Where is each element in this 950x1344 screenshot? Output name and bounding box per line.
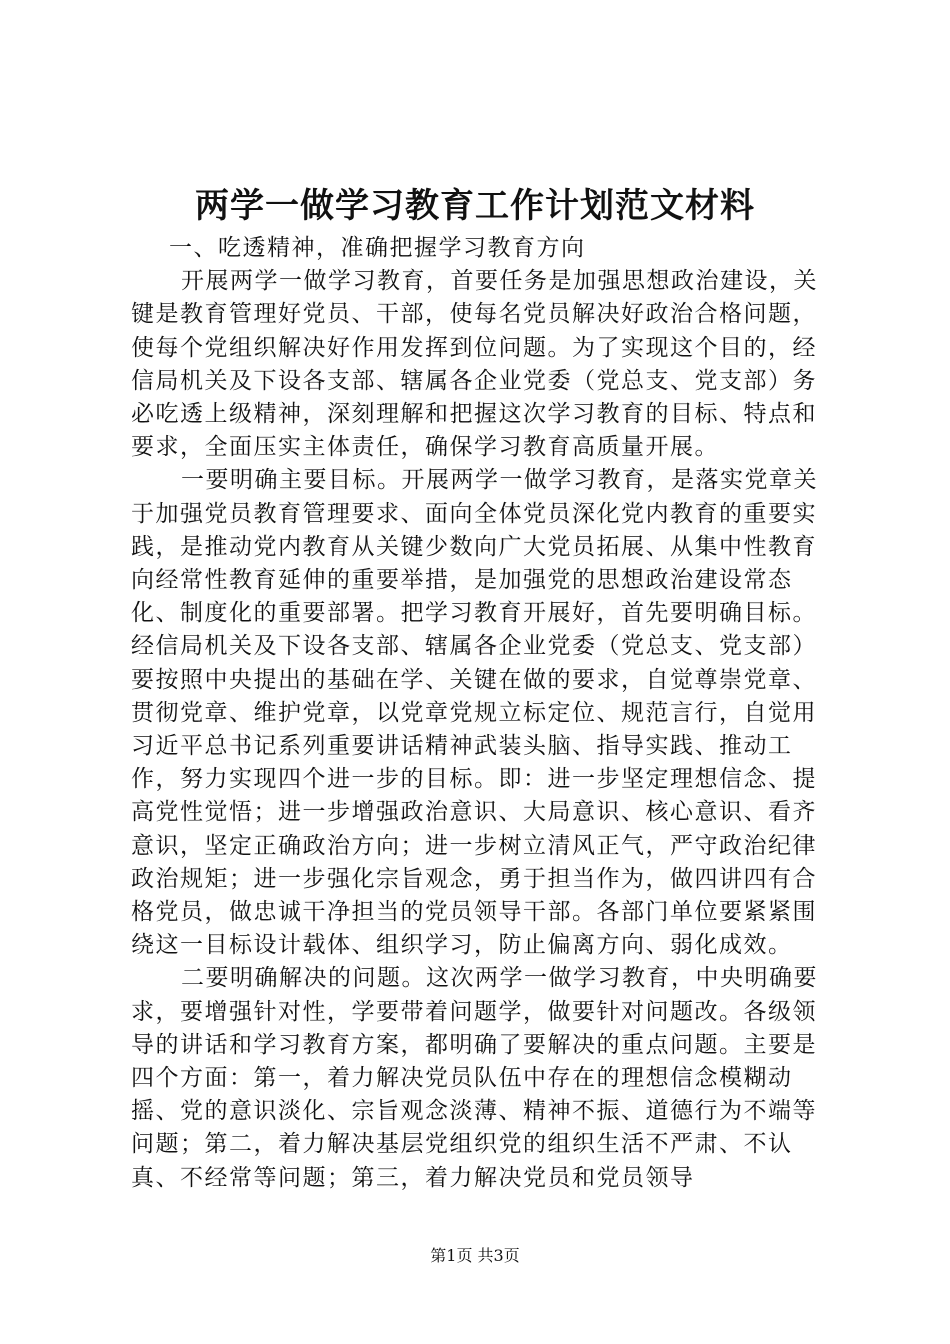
body-paragraph: 二要明确解决的问题。这次两学一做学习教育，中央明确要求，要增强针对性，学要带着问题学，做要针对问题改。各级领导的讲话和学习教育方案，都明确了要解决的重点问题。主要是四个方面：第一，着力解决党员队伍中存在的理想信念模糊动摇、党的意识淡化、宗旨观念淡薄、精神不振、道德行为不端等问题；第二，着力解决基层党组织党的组织生活不严肃、不认真、不经常等问题；第三，着力解决党员和党员领导	[131, 965, 818, 1191]
body-paragraph: 开展两学一做学习教育，首要任务是加强思想政治建设，关键是教育管理好党员、干部，使每名党员解决好政治合格问题，使每个党组织解决好作用发挥到位问题。为了实现这个目的，经信局机关及下设各支部、辖属各企业党委（党总支、党支部）务必吃透上级精神，深刻理解和把握这次学习教育的目标、特点和要求，全面压实主体责任，确保学习教育高质量开展。	[131, 268, 818, 461]
page-footer: 第1页 共3页	[430, 1246, 520, 1265]
body-paragraph: 一要明确主要目标。开展两学一做学习教育，是落实党章关于加强党员教育管理要求、面向全体党员深化党内教育的重要实践，是推动党内教育从关键少数向广大党员拓展、从集中性教育向经常性教育延伸的重要举措，是加强党的思想政治建设常态化、制度化的重要部署。把学习教育开展好，首先要明确目标。经信局机关及下设各支部、辖属各企业党委（党总支、党支部）要按照中央提出的基础在学、关键在做的要求，自觉尊崇党章、贯彻党章、维护党章，以党章党规立标定位、规范言行，自觉用习近平总书记系列重要讲话精神武装头脑、指导实践、推动工作，努力实现四个进一步的目标。即：进一步坚定理想信念、提高党性觉悟；进一步增强政治意识、大局意识、核心意识、看齐意识，坚定正确政治方向；进一步树立清风正气，严守政治纪律政治规矩；进一步强化宗旨观念，勇于担当作为，做四讲四有合格党员，做忠诚干净担当的党员领导干部。各部门单位要紧紧围绕这一目标设计载体、组织学习，防止偏离方向、弱化成效。	[131, 467, 818, 959]
document-body	[131, 232, 831, 1195]
page-title: 两学一做学习教育工作计划范文材料	[195, 186, 755, 226]
section-heading: 一、吃透精神，准确把握学习教育方向	[169, 235, 586, 261]
